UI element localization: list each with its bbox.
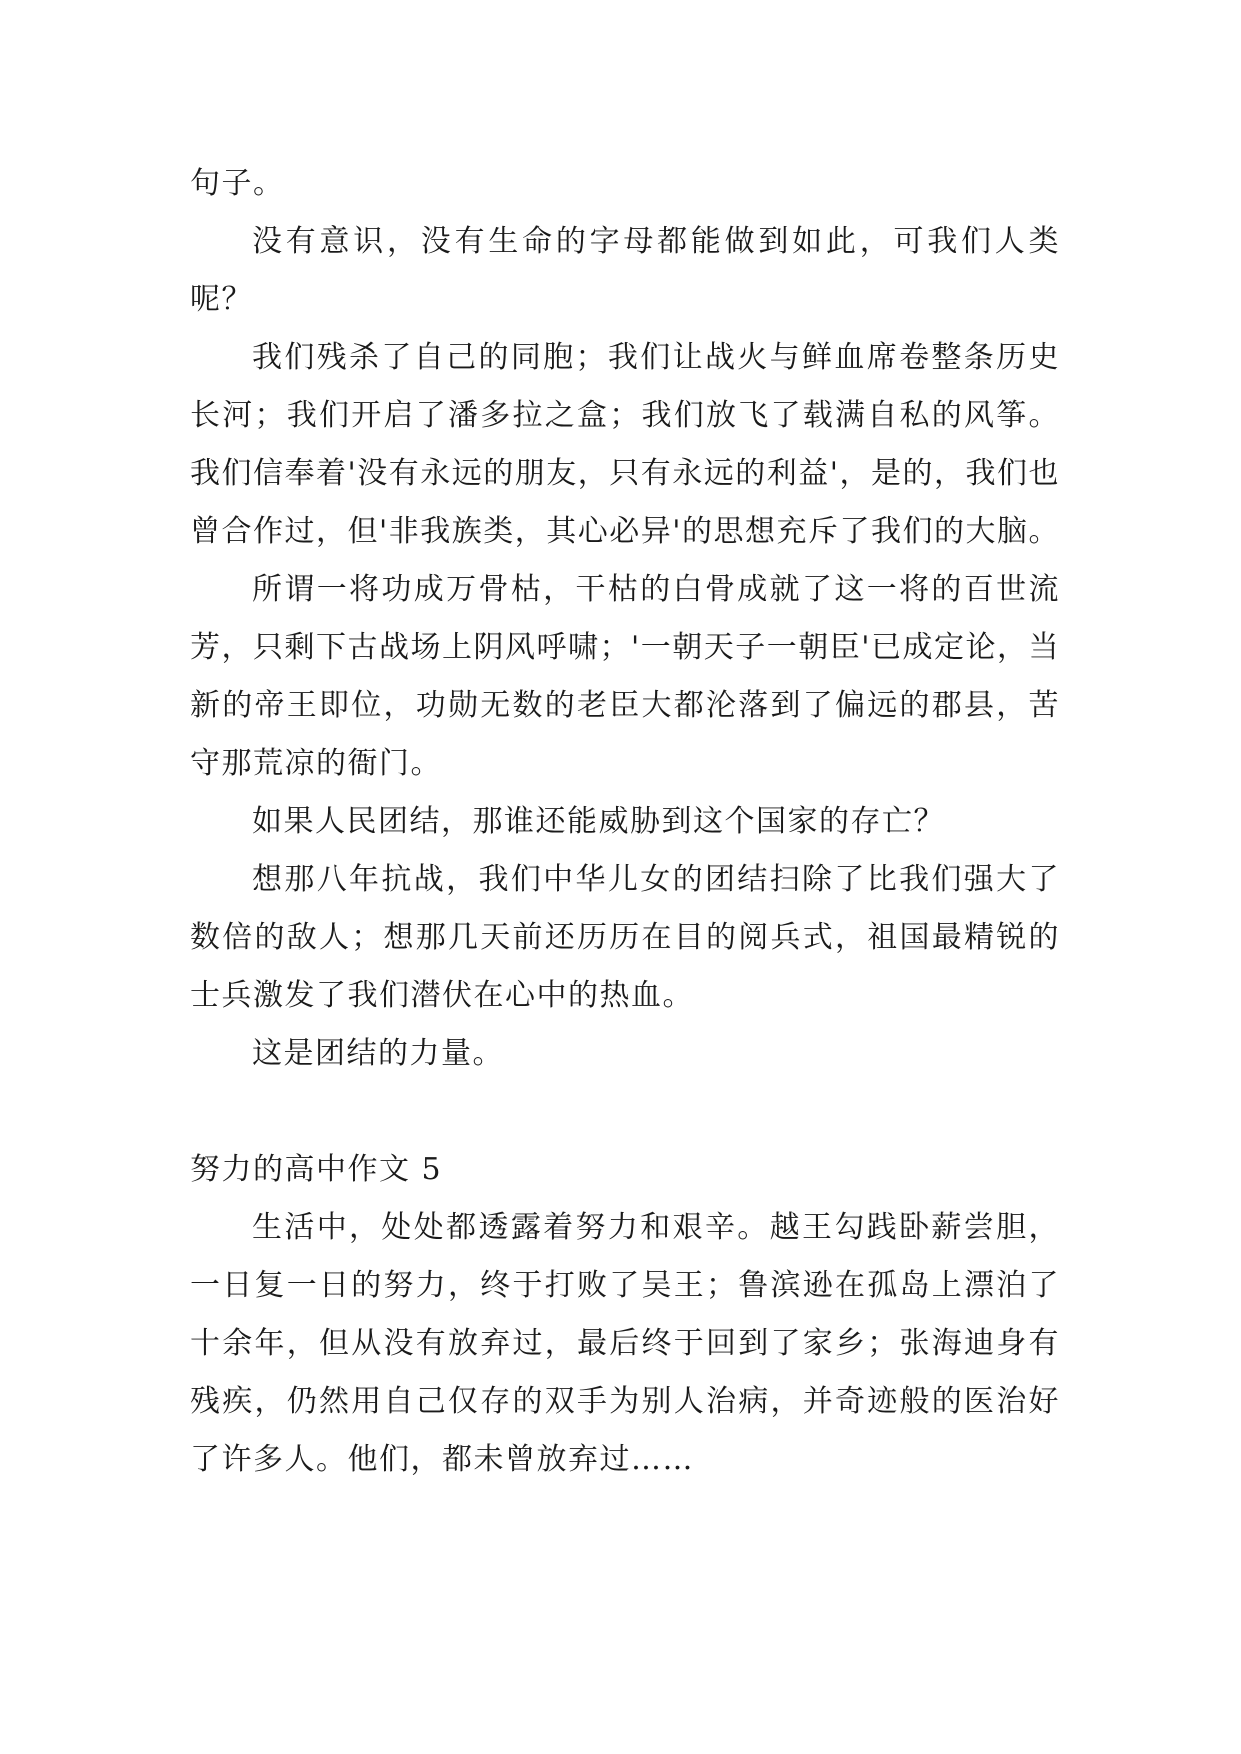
paragraph: 如果人民团结，那谁还能威胁到这个国家的存亡？	[252, 804, 945, 839]
paragraph: 想那八年抗战，我们中华儿女的团结扫除了比我们强大了数倍的敌人；想那几天前还历历在目的阅兵式，祖国最精锐的士兵激发了我们潜伏在心中的热血。	[190, 862, 1060, 1013]
paragraph: 没有意识，没有生命的字母都能做到如此，可我们人类呢？	[190, 224, 1060, 317]
paragraph: 所谓一将功成万骨枯，干枯的白骨成就了这一将的百世流芳，只剩下古战场上阴风呼啸；'一朝天子一朝臣'已成定论，当新的帝王即位，功勋无数的老臣大都沦落到了偏远的郡县，苦守那荒凉的衙门。	[190, 572, 1060, 781]
paragraph: 句子。	[190, 166, 285, 201]
document-body	[190, 155, 1060, 1489]
section-heading: 努力的高中作文 5	[190, 1152, 443, 1187]
paragraph: 我们残杀了自己的同胞；我们让战火与鲜血席卷整条历史长河；我们开启了潘多拉之盒；我们放飞了载满自私的风筝。我们信奉着'没有永远的朋友，只有永远的利益'，是的，我们也曾合作过，但'非我族类，其心必异'的思想充斥了我们的大脑。	[190, 340, 1060, 549]
paragraph: 生活中，处处都透露着努力和艰辛。越王勾践卧薪尝胆，一日复一日的努力，终于打败了吴王；鲁滨逊在孤岛上漂泊了十余年，但从没有放弃过，最后终于回到了家乡；张海迪身有残疾，仍然用自己仅存的双手为别人治病，并奇迹般的医治好了许多人。他们，都未曾放弃过……	[190, 1210, 1060, 1477]
paragraph: 这是团结的力量。	[252, 1036, 504, 1071]
